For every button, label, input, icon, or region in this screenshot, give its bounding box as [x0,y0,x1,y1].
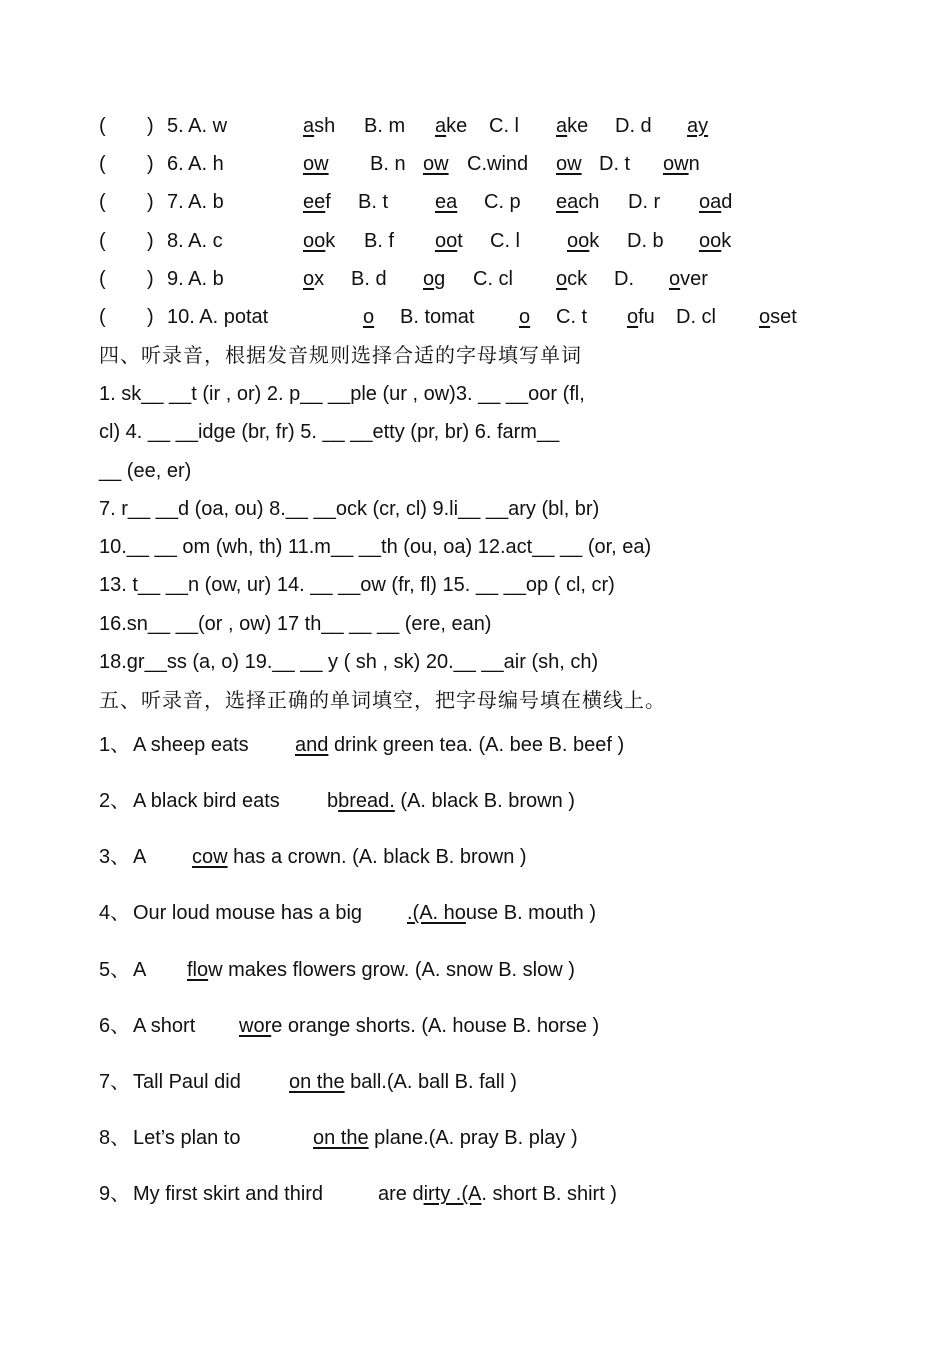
answer-paren-open[interactable]: ( [99,115,106,137]
item-rest: ball.(A. ball B. fall ) [350,1071,517,1093]
item-text-2: are d [378,1183,424,1205]
option-a-label: 9. A. b [167,268,224,290]
fill-line: 18.gr__ss (a, o) 19.__ __ y ( sh , sk) 20.__ __air (sh, ch) [99,651,599,673]
option-d-rest: set [770,306,797,328]
answer-paren-close: ) [147,230,154,252]
option-d-label: D. [614,268,634,290]
option-a-rest: x [314,268,325,290]
option-d-underline: ow [663,153,689,175]
option-a-rest: sh [314,115,336,137]
option-a-underline: o [363,306,375,328]
answer-paren-close: ) [147,115,154,137]
option-d-underline: o [759,306,771,328]
option-b-rest: t [457,230,463,252]
option-b-label: B. tomat [400,306,475,328]
item-rest: . short B. shirt ) [481,1183,617,1205]
option-b-label: B. f [364,230,395,252]
option-c-underline: o [556,268,568,290]
answer-blank[interactable]: on the [289,1071,345,1093]
option-a-rest: f [325,191,331,213]
option-d-label: D. r [628,191,661,213]
option-a-rest: k [325,230,336,252]
option-c-label: C. p [484,191,521,213]
option-c-underline: ow [556,153,582,175]
answer-paren-open[interactable]: ( [99,306,106,328]
item-rest: drink green tea. (A. bee B. beef ) [333,734,625,756]
option-c-label: C. l [490,230,520,252]
option-c-underline: ea [556,191,579,213]
answer-paren-close: ) [147,268,154,290]
option-c-rest: fu [638,306,655,328]
option-b-underline: oo [435,230,458,252]
fill-line: 13. t__ __n (ow, ur) 14. __ __ow (fr, fl) 15. __ __op ( cl, cr) [99,574,615,596]
item-rest: (A. black B. brown ) [400,790,575,812]
answer-paren-open[interactable]: ( [99,268,106,290]
option-b-underline: ow [423,153,449,175]
option-a-underline: ee [303,191,326,213]
option-a-underline: a [303,115,315,137]
option-c-underline: oo [567,230,590,252]
answer-blank[interactable]: irty .(A [423,1183,482,1205]
item-text: Our loud mouse has a big [133,902,363,924]
option-a-label: 5. A. w [167,115,228,137]
option-b-underline: ea [435,191,458,213]
item-rest: w makes flowers grow. (A. snow B. slow ) [208,959,575,981]
item-rest: plane.(A. pray B. play ) [374,1127,578,1149]
option-b-label: B. n [370,153,406,175]
answer-blank[interactable]: wor [239,1015,272,1037]
option-c-rest: ch [578,191,600,213]
option-b-label: B. d [351,268,387,290]
item-number: 7、 [99,1071,131,1093]
fill-line: 16.sn__ __(or , ow) 17 th__ __ __ (ere, ean) [99,613,492,635]
option-d-underline: ay [687,115,709,137]
fill-line: 10.__ __ om (wh, th) 11.m__ __th (ou, oa) 12.act__ __ (or, ea) [99,536,652,558]
item-rest: has a crown. (A. black B. brown ) [233,846,527,868]
option-b-underline: o [423,268,435,290]
option-a-label: 10. A. potat [167,306,269,328]
item-text: A black bird eats [133,790,280,812]
option-a-label: 6. A. h [167,153,224,175]
option-d-rest: ver [680,268,708,290]
option-c-label: C.wind [467,153,529,175]
answer-blank[interactable]: flo [187,959,209,981]
option-d-rest: n [688,153,700,175]
answer-blank[interactable]: and [295,734,329,756]
item-number: 2、 [99,790,131,812]
option-b-rest: ke [446,115,468,137]
item-number: 8、 [99,1127,131,1149]
item-text: A [133,959,147,981]
item-text: A sheep eats [133,734,249,756]
item-text: Let’s plan to [133,1127,241,1149]
option-b-rest: g [434,268,446,290]
item-rest: use B. mouth ) [465,902,596,924]
answer-paren-open[interactable]: ( [99,153,106,175]
fill-line: cl) 4. __ __idge (br, fr) 5. __ __etty (pr, br) 6. farm__ [99,421,560,443]
option-b-label: B. m [364,115,406,137]
item-rest: e orange shorts. (A. house B. horse ) [271,1015,600,1037]
item-number: 1、 [99,734,131,756]
option-c-label: C. cl [473,268,513,290]
option-d-label: D. d [615,115,652,137]
answer-blank[interactable]: .(A. ho [407,902,466,924]
answer-blank[interactable]: cow [192,846,228,868]
option-a-label: 8. A. c [167,230,223,252]
option-c-underline: o [627,306,639,328]
option-a-underline: ow [303,153,329,175]
option-d-rest: k [721,230,732,252]
item-text: Tall Paul did [133,1071,241,1093]
option-b-underline: o [519,306,531,328]
option-a-label: 7. A. b [167,191,224,213]
item-text: A short [133,1015,196,1037]
option-c-rest: ck [567,268,588,290]
answer-paren-open[interactable]: ( [99,191,106,213]
answer-paren-close: ) [147,191,154,213]
option-d-label: D. t [599,153,631,175]
option-a-underline: oo [303,230,326,252]
answer-blank[interactable]: bread. [338,790,395,812]
option-c-rest: k [589,230,600,252]
section-four-heading: 四、听录音，根据发音规则选择合适的字母填写单词 [99,343,582,367]
fill-line: 1. sk__ __t (ir , or) 2. p__ __ple (ur , ow)3. __ __oor (fl, [99,383,585,405]
item-number: 6、 [99,1015,131,1037]
fill-line: __ (ee, er) [99,460,192,482]
option-d-underline: o [669,268,681,290]
answer-blank[interactable]: on the [313,1127,369,1149]
answer-paren-open[interactable]: ( [99,230,106,252]
item-number: 4、 [99,902,131,924]
item-number: 9、 [99,1183,131,1205]
option-c-underline: a [556,115,568,137]
option-b-label: B. t [358,191,389,213]
item-number: 3、 [99,846,131,868]
option-d-rest: d [721,191,733,213]
option-d-underline: oa [699,191,722,213]
option-d-label: D. b [627,230,664,252]
option-d-underline: oo [699,230,722,252]
answer-paren-close: ) [147,153,154,175]
option-c-rest: ke [567,115,589,137]
option-c-label: C. l [489,115,519,137]
item-text: My first skirt and third [133,1183,324,1205]
option-d-label: D. cl [676,306,716,328]
option-a-underline: o [303,268,315,290]
section-five-heading: 五、听录音，选择正确的单词填空，把字母编号填在横线上。 [99,688,666,712]
option-c-label: C. t [556,306,588,328]
option-b-underline: a [435,115,447,137]
item-number: 5、 [99,959,131,981]
answer-paren-close: ) [147,306,154,328]
item-text: A [133,846,147,868]
fill-line: 7. r__ __d (oa, ou) 8.__ __ock (cr, cl) 9.li__ __ary (bl, br) [99,498,600,520]
